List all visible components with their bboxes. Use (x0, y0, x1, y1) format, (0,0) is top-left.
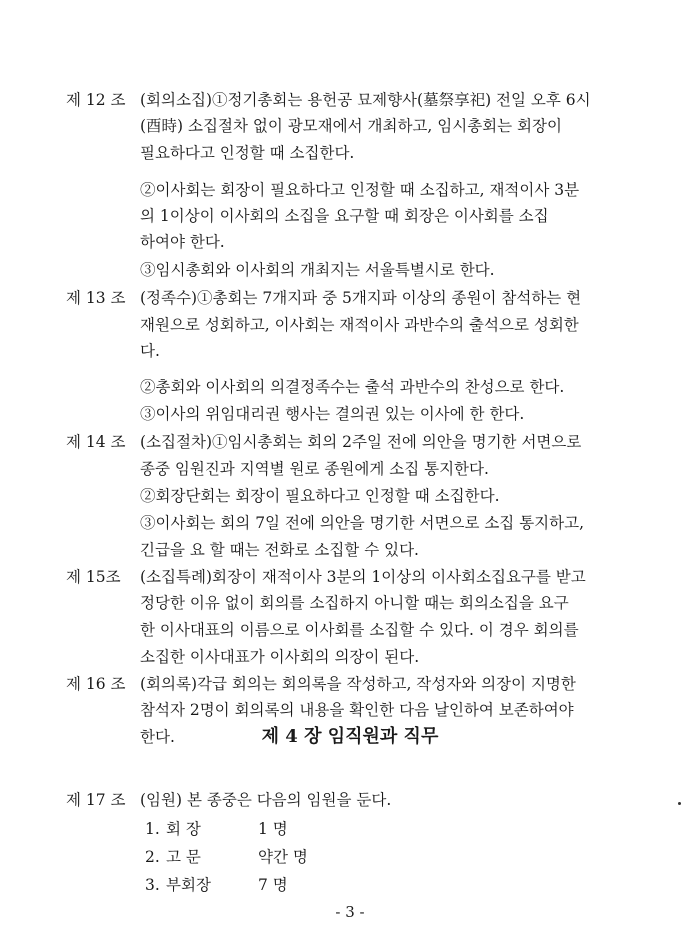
officer-item-number: 1. (145, 820, 160, 838)
article-label: 제 12 조 (66, 90, 126, 109)
article-line: ②총회와 이사회의 의결정족수는 출석 과반수의 찬성으로 한다. (140, 378, 565, 397)
article-line: ③이사회는 회의 7일 전에 의안을 명기한 서면으로 소집 통지하고, (140, 514, 585, 533)
officer-item-number: 3. (145, 876, 160, 894)
article-label: 제 17 조 (66, 791, 126, 809)
officer-item-count: 약간 명 (258, 848, 308, 866)
article-line: (회의록)각급 회의는 회의록을 작성하고, 작성자와 의장이 지명한 (140, 674, 576, 693)
article-line: 한다. (140, 727, 175, 746)
officer-item-title: 부회장 (166, 876, 211, 894)
article-line: 참석자 2명이 회의록의 내용을 확인한 다음 날인하여 보존하여야 (140, 701, 574, 720)
article-line: ②회장단회는 회장이 필요하다고 인정할 때 소집한다. (140, 486, 500, 505)
article-line: 의 1이상이 이사회의 소집을 요구할 때 회장은 이사회를 소집 (140, 207, 549, 225)
chapter-heading: 제 4 장 임직원과 직무 (261, 726, 439, 747)
article-line: 소집한 이사대표가 이사회의 의장이 된다. (140, 648, 420, 667)
officer-item-title: 고 문 (166, 848, 201, 866)
article-line: 재원으로 성회하고, 이사회는 재적이사 과반수의 출석으로 성회한 (140, 315, 579, 334)
article-line: (임원) 본 종중은 다음의 임원을 둔다. (140, 791, 392, 809)
officer-item-count: 1 명 (258, 820, 288, 838)
page-number: - 3 - (335, 903, 365, 921)
officer-item-count: 7 명 (258, 876, 288, 894)
scan-speck (678, 802, 681, 805)
officer-item-number: 2. (145, 848, 160, 866)
article-label: 제 14 조 (66, 432, 126, 451)
officer-item-title: 회 장 (166, 820, 201, 838)
article-line: (소집특례)회장이 재적이사 3분의 1이상의 이사회소집요구를 받고 (140, 568, 586, 586)
article-line: 정당한 이유 없이 회의를 소집하지 아니할 때는 회의소집을 요구 (140, 594, 569, 613)
article-line: 긴급을 요 할 때는 전화로 소집할 수 있다. (140, 540, 419, 559)
article-line: (정족수)①총회는 7개지파 중 5개지파 이상의 종원이 참석하는 현 (140, 289, 582, 308)
article-line: (소집절차)①임시총회는 회의 2주일 전에 의안을 명기한 서면으로 (140, 432, 582, 451)
article-label: 제 13 조 (66, 289, 126, 308)
article-line: 필요하다고 인정할 때 소집한다. (140, 143, 355, 162)
article-label: 제 16 조 (66, 674, 126, 693)
article-line: 하여야 한다. (140, 233, 225, 252)
article-line: ③이사의 위임대리권 행사는 결의권 있는 이사에 한 한다. (140, 405, 525, 424)
article-line: ③임시총회와 이사회의 개최지는 서울특별시로 한다. (140, 260, 495, 279)
article-line: 한 이사대표의 이름으로 이사회를 소집할 수 있다. 이 경우 회의를 (140, 620, 579, 639)
article-label: 제 15조 (66, 568, 121, 586)
article-line: (酉時) 소집절차 없이 광모재에서 개최하고, 임시총회는 회장이 (140, 117, 562, 136)
article-line: (회의소집)①정기총회는 용헌공 묘제향사(墓祭享祀) 전일 오후 6시 (140, 90, 591, 109)
article-line: 종중 임원진과 지역별 원로 종원에게 소집 통지한다. (140, 460, 489, 479)
article-line: 다. (140, 342, 160, 361)
article-line: ②이사회는 회장이 필요하다고 인정할 때 소집하고, 재적이사 3분 (140, 180, 580, 199)
